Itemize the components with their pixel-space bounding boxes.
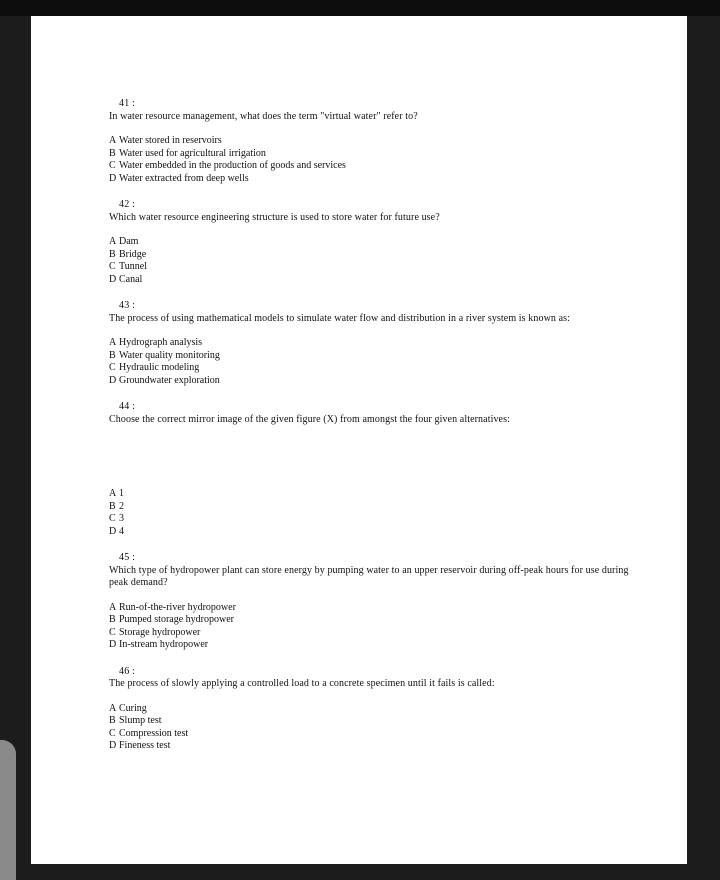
option-letter: B: [109, 614, 116, 625]
option-letter: D: [109, 740, 117, 751]
question-46: [109, 666, 649, 753]
option-text: Water used for agricultural irrigation: [119, 147, 266, 159]
option-letter: D: [109, 374, 117, 386]
option-letter: D: [109, 639, 117, 650]
question-41: [109, 98, 649, 185]
option-letter: B: [109, 715, 116, 726]
option-text: Compression test: [119, 727, 189, 739]
option-letter: C: [109, 362, 116, 373]
option-d[interactable]: [109, 639, 649, 652]
question-number: 45 :: [119, 552, 136, 563]
option-a[interactable]: [109, 135, 649, 148]
option-c[interactable]: [109, 627, 649, 640]
option-b[interactable]: [109, 614, 649, 627]
option-text: Canal: [119, 273, 143, 285]
option-text: Water extracted from deep wells: [119, 172, 249, 184]
question-number: 41 :: [119, 98, 136, 109]
option-c[interactable]: [109, 362, 649, 375]
option-a[interactable]: [109, 488, 649, 501]
question-43: [109, 300, 649, 387]
question-number: 43 :: [119, 300, 136, 311]
option-letter: B: [109, 349, 116, 361]
option-letter: A: [109, 601, 117, 613]
option-letter: C: [109, 160, 116, 171]
option-text: Water stored in reservoirs: [119, 135, 222, 146]
question-45: [109, 552, 649, 652]
option-text: Bridge: [119, 248, 147, 260]
question-list: [109, 98, 649, 767]
option-letter: A: [109, 236, 117, 247]
option-letter: A: [109, 488, 117, 499]
option-text: Water embedded in the production of goods and services: [119, 160, 346, 171]
option-a[interactable]: [109, 337, 649, 350]
option-text: Dam: [119, 236, 139, 247]
question-text: The process of slowly applying a controlled load to a concrete specimen until it fails is called:: [109, 678, 495, 689]
option-text: Fineness test: [119, 740, 171, 751]
option-letter: C: [109, 727, 116, 739]
option-c[interactable]: [109, 160, 649, 173]
option-text: 2: [119, 500, 124, 512]
option-letter: A: [109, 702, 117, 714]
option-letter: D: [109, 525, 117, 537]
option-c[interactable]: [109, 513, 649, 526]
option-b[interactable]: [109, 249, 649, 262]
option-text: Curing: [119, 702, 147, 714]
option-letter: C: [109, 513, 116, 524]
option-text: 1: [119, 488, 124, 499]
option-c[interactable]: [109, 261, 649, 274]
option-d[interactable]: [109, 526, 649, 539]
option-text: Run-of-the-river hydropower: [119, 601, 236, 613]
option-text: Pumped storage hydropower: [119, 614, 234, 625]
option-d[interactable]: [109, 173, 649, 186]
option-text: Hydraulic modeling: [119, 362, 200, 373]
option-letter: A: [109, 337, 117, 348]
option-a[interactable]: [109, 602, 649, 615]
option-text: 4: [119, 525, 124, 537]
question-text: The process of using mathematical models to simulate water flow and distribution in a river system is known as:: [109, 312, 571, 324]
option-letter: B: [109, 248, 116, 260]
option-c[interactable]: [109, 728, 649, 741]
option-d[interactable]: [109, 740, 649, 753]
option-text: Slump test: [119, 715, 162, 726]
option-letter: C: [109, 626, 116, 638]
option-letter: B: [109, 147, 116, 159]
option-d[interactable]: [109, 274, 649, 287]
option-letter: D: [109, 273, 117, 285]
option-text: Hydrograph analysis: [119, 337, 203, 348]
option-a[interactable]: [109, 236, 649, 249]
option-text: Storage hydropower: [119, 626, 201, 638]
option-d[interactable]: [109, 375, 649, 388]
option-letter: B: [109, 500, 116, 512]
question-text: In water resource management, what does the term "virtual water" refer to?: [109, 110, 418, 122]
option-text: In-stream hydropower: [119, 639, 209, 650]
side-tab[interactable]: [0, 740, 16, 880]
question-text: Choose the correct mirror image of the given figure (X) from amongst the four given alternatives:: [109, 413, 510, 425]
option-text: 3: [119, 513, 124, 524]
option-b[interactable]: [109, 715, 649, 728]
option-b[interactable]: [109, 501, 649, 514]
question-number: 46 :: [119, 665, 136, 677]
question-number: 44 :: [119, 401, 136, 412]
question-text: Which type of hydropower plant can store energy by pumping water to an upper reservoir during off-peak hours for use during peak demand?: [109, 564, 629, 588]
option-letter: C: [109, 261, 116, 272]
option-text: Tunnel: [119, 261, 147, 272]
option-letter: D: [109, 172, 117, 184]
option-text: Groundwater exploration: [119, 374, 220, 386]
question-number: 42 :: [119, 199, 136, 210]
option-b[interactable]: [109, 148, 649, 161]
option-a[interactable]: [109, 703, 649, 716]
question-text: Which water resource engineering structure is used to store water for future use?: [109, 211, 440, 223]
option-b[interactable]: [109, 350, 649, 363]
option-letter: A: [109, 135, 117, 146]
top-bar: [0, 0, 720, 16]
question-42: [109, 199, 649, 286]
document-page: [31, 16, 687, 864]
option-text: Water quality monitoring: [119, 349, 220, 361]
figure-placeholder: [109, 438, 649, 488]
question-44: [109, 401, 649, 538]
